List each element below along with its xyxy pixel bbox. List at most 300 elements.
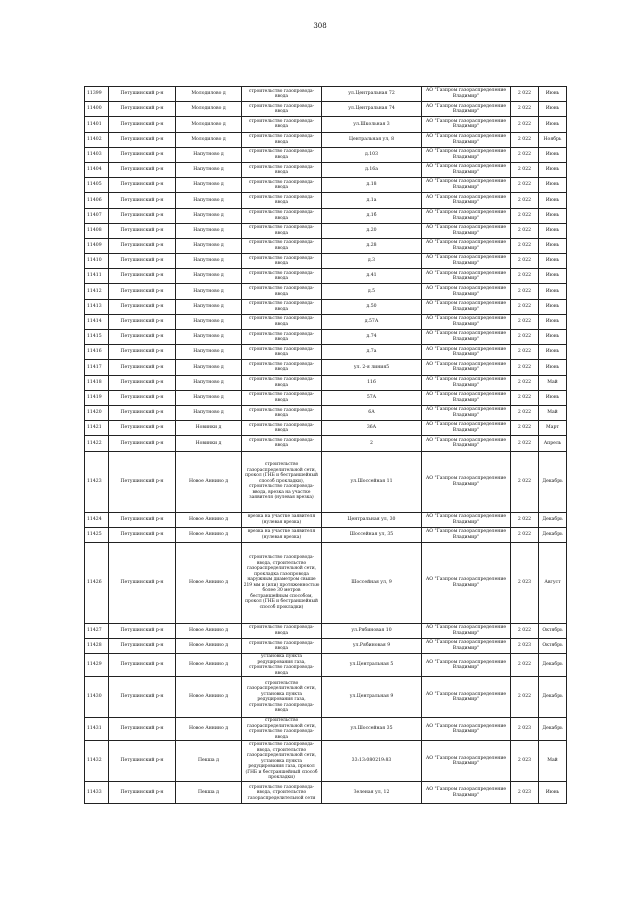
row-number: 11420 (85, 405, 109, 420)
row-number: 11425 (85, 527, 109, 542)
year-cell: 2 022 (511, 451, 539, 512)
work-type-cell: строительство газопровода-ввода (242, 269, 322, 284)
operator-cell: АО "Газпром газораспределение Владимир" (422, 360, 511, 375)
year-cell: 2 022 (511, 132, 539, 147)
settlement-cell: Напутново д (176, 208, 242, 223)
row-number: 11414 (85, 314, 109, 329)
page-number: 308 (313, 22, 327, 30)
records-table (84, 86, 567, 804)
year-cell: 2 022 (511, 654, 539, 677)
operator-cell: АО "Газпром газораспределение Владимир" (422, 677, 511, 718)
row-number: 11426 (85, 542, 109, 623)
table-row (85, 375, 567, 390)
month-cell: Июнь (539, 254, 567, 269)
district-cell: Петушинский р-н (109, 512, 176, 527)
address-cell: Центральная ул, 30 (322, 512, 422, 527)
table-row (85, 451, 567, 512)
operator-cell: АО "Газпром газораспределение Владимир" (422, 390, 511, 405)
month-cell: Октябрь (539, 623, 567, 638)
month-cell: Май (539, 375, 567, 390)
table-row (85, 512, 567, 527)
settlement-cell: Напутново д (176, 162, 242, 177)
table-row (85, 741, 567, 782)
work-type-cell: строительство газопровода-ввода (242, 117, 322, 132)
district-cell: Петушинский р-н (109, 542, 176, 623)
operator-cell: АО "Газпром газораспределение Владимир" (422, 162, 511, 177)
year-cell: 2 022 (511, 284, 539, 299)
district-cell: Петушинский р-н (109, 299, 176, 314)
district-cell: Петушинский р-н (109, 390, 176, 405)
table-row (85, 102, 567, 117)
district-cell: Петушинский р-н (109, 623, 176, 638)
settlement-cell: Новое Аннино д (176, 718, 242, 741)
address-cell: ул.Рябиновая 10 (322, 623, 422, 638)
operator-cell: АО "Газпром газораспределение Владимир" (422, 421, 511, 436)
row-number: 11412 (85, 284, 109, 299)
district-cell: Петушинский р-н (109, 87, 176, 102)
district-cell: Петушинский р-н (109, 102, 176, 117)
row-number: 11418 (85, 375, 109, 390)
district-cell: Петушинский р-н (109, 132, 176, 147)
work-type-cell: установка пункта редуцирования газа, строительство газопровода-ввода (242, 654, 322, 677)
district-cell: Петушинский р-н (109, 284, 176, 299)
month-cell: Июнь (539, 102, 567, 117)
year-cell: 2 022 (511, 421, 539, 436)
district-cell: Петушинский р-н (109, 639, 176, 654)
table-row (85, 284, 567, 299)
month-cell: Июнь (539, 330, 567, 345)
work-type-cell: строительство газопровода-ввода (242, 238, 322, 253)
settlement-cell: Молодилово д (176, 102, 242, 117)
work-type-cell: строительство газопровода-ввода (242, 314, 322, 329)
district-cell: Петушинский р-н (109, 162, 176, 177)
month-cell: Декабрь (539, 718, 567, 741)
work-type-cell: строительство газопровода-ввода (242, 360, 322, 375)
work-type-cell: строительство газопровода-ввода (242, 147, 322, 162)
district-cell: Петушинский р-н (109, 345, 176, 360)
year-cell: 2 022 (511, 512, 539, 527)
month-cell: Июнь (539, 314, 567, 329)
settlement-cell: Напутново д (176, 254, 242, 269)
settlement-cell: Новое Аннино д (176, 451, 242, 512)
month-cell: Декабрь (539, 677, 567, 718)
month-cell: Май (539, 405, 567, 420)
district-cell: Петушинский р-н (109, 193, 176, 208)
operator-cell: АО "Газпром газораспределение Владимир" (422, 238, 511, 253)
settlement-cell: Новинки д (176, 421, 242, 436)
settlement-cell: Напутново д (176, 193, 242, 208)
month-cell: Апрель (539, 436, 567, 451)
settlement-cell: Новое Аннино д (176, 542, 242, 623)
row-number: 11423 (85, 451, 109, 512)
settlement-cell: Молодилово д (176, 87, 242, 102)
row-number: 11428 (85, 639, 109, 654)
settlement-cell: Напутново д (176, 178, 242, 193)
operator-cell: АО "Газпром газораспределение Владимир" (422, 314, 511, 329)
table-row (85, 223, 567, 238)
year-cell: 2 022 (511, 178, 539, 193)
month-cell: Июнь (539, 162, 567, 177)
table-row (85, 718, 567, 741)
work-type-cell: строительство газопровода-ввода (242, 623, 322, 638)
work-type-cell: строительство газопровода-ввода (242, 345, 322, 360)
month-cell: Июнь (539, 147, 567, 162)
year-cell: 2 022 (511, 223, 539, 238)
operator-cell: АО "Газпром газораспределение Владимир" (422, 451, 511, 512)
work-type-cell: строительство газопровода-ввода (242, 436, 322, 451)
table-row (85, 436, 567, 451)
address-cell: 33:13:080219:83 (322, 741, 422, 782)
settlement-cell: Новое Аннино д (176, 677, 242, 718)
operator-cell: АО "Газпром газораспределение Владимир" (422, 269, 511, 284)
settlement-cell: Напутново д (176, 345, 242, 360)
operator-cell: АО "Газпром газораспределение Владимир" (422, 436, 511, 451)
operator-cell: АО "Газпром газораспределение Владимир" (422, 375, 511, 390)
row-number: 11410 (85, 254, 109, 269)
address-cell: Шоссейная ул, 9 (322, 542, 422, 623)
settlement-cell: Новое Аннино д (176, 654, 242, 677)
operator-cell: АО "Газпром газораспределение Владимир" (422, 330, 511, 345)
address-cell: д.1а (322, 193, 422, 208)
operator-cell: АО "Газпром газораспределение Владимир" (422, 299, 511, 314)
settlement-cell: Напутново д (176, 238, 242, 253)
settlement-cell: Напутново д (176, 269, 242, 284)
address-cell: ул.Центральная 74 (322, 102, 422, 117)
year-cell: 2 022 (511, 162, 539, 177)
work-type-cell: строительство газопровода-ввода (242, 178, 322, 193)
work-type-cell: врезка на участке заявителя (нулевая врезка) (242, 512, 322, 527)
work-type-cell: строительство газопровода-ввода (242, 330, 322, 345)
district-cell: Петушинский р-н (109, 405, 176, 420)
district-cell: Петушинский р-н (109, 375, 176, 390)
operator-cell: АО "Газпром газораспределение Владимир" (422, 208, 511, 223)
operator-cell: АО "Газпром газораспределение Владимир" (422, 782, 511, 804)
address-cell: д.3 (322, 254, 422, 269)
month-cell: Ноябрь (539, 132, 567, 147)
month-cell: Июнь (539, 117, 567, 132)
year-cell: 2 022 (511, 299, 539, 314)
table-row (85, 132, 567, 147)
row-number: 11403 (85, 147, 109, 162)
row-number: 11431 (85, 718, 109, 741)
year-cell: 2 022 (511, 390, 539, 405)
month-cell: Июнь (539, 87, 567, 102)
operator-cell: АО "Газпром газораспределение Владимир" (422, 718, 511, 741)
year-cell: 2 022 (511, 102, 539, 117)
address-cell: Шоссейная ул, 35 (322, 527, 422, 542)
row-number: 11433 (85, 782, 109, 804)
row-number: 11409 (85, 238, 109, 253)
year-cell: 2 022 (511, 87, 539, 102)
month-cell: Октябрь (539, 639, 567, 654)
year-cell: 2 022 (511, 254, 539, 269)
month-cell: Июнь (539, 284, 567, 299)
year-cell: 2 022 (511, 147, 539, 162)
settlement-cell: Молодилово д (176, 117, 242, 132)
address-cell: Зеленая ул, 12 (322, 782, 422, 804)
row-number: 11430 (85, 677, 109, 718)
district-cell: Петушинский р-н (109, 451, 176, 512)
settlement-cell: Напутново д (176, 284, 242, 299)
month-cell: Июнь (539, 208, 567, 223)
operator-cell: АО "Газпром газораспределение Владимир" (422, 147, 511, 162)
row-number: 11400 (85, 102, 109, 117)
settlement-cell: Пекша д (176, 741, 242, 782)
table-row (85, 654, 567, 677)
district-cell: Петушинский р-н (109, 147, 176, 162)
address-cell: ул. 2-я линия5 (322, 360, 422, 375)
operator-cell: АО "Газпром газораспределение Владимир" (422, 254, 511, 269)
district-cell: Петушинский р-н (109, 741, 176, 782)
work-type-cell: строительство газопровода-ввода (242, 405, 322, 420)
operator-cell: АО "Газпром газораспределение Владимир" (422, 405, 511, 420)
year-cell: 2 022 (511, 436, 539, 451)
year-cell: 2 022 (511, 345, 539, 360)
year-cell: 2 022 (511, 623, 539, 638)
row-number: 11399 (85, 87, 109, 102)
district-cell: Петушинский р-н (109, 436, 176, 451)
settlement-cell: Напутново д (176, 405, 242, 420)
district-cell: Петушинский р-н (109, 718, 176, 741)
month-cell: Май (539, 741, 567, 782)
district-cell: Петушинский р-н (109, 117, 176, 132)
year-cell: 2 022 (511, 677, 539, 718)
row-number: 11424 (85, 512, 109, 527)
settlement-cell: Молодилово д (176, 132, 242, 147)
operator-cell: АО "Газпром газораспределение Владимир" (422, 542, 511, 623)
settlement-cell: Напутново д (176, 223, 242, 238)
month-cell: Июнь (539, 390, 567, 405)
address-cell: д.28 (322, 238, 422, 253)
table-row (85, 314, 567, 329)
month-cell: Декабрь (539, 527, 567, 542)
table-row (85, 238, 567, 253)
work-type-cell: строительство газопровода-ввода (242, 102, 322, 117)
work-type-cell: строительство газопровода-ввода (242, 208, 322, 223)
operator-cell: АО "Газпром газораспределение Владимир" (422, 527, 511, 542)
row-number: 11402 (85, 132, 109, 147)
settlement-cell: Новое Аннино д (176, 639, 242, 654)
address-cell: д.20 (322, 223, 422, 238)
row-number: 11417 (85, 360, 109, 375)
work-type-cell: строительство газопровода-ввода (242, 284, 322, 299)
settlement-cell: Новое Аннино д (176, 527, 242, 542)
settlement-cell: Пекша д (176, 782, 242, 804)
year-cell: 2 022 (511, 269, 539, 284)
table-row (85, 421, 567, 436)
district-cell: Петушинский р-н (109, 208, 176, 223)
month-cell: Декабрь (539, 654, 567, 677)
district-cell: Петушинский р-н (109, 782, 176, 804)
address-cell: Центральная ул, 8 (322, 132, 422, 147)
work-type-cell: строительство газопровода-ввода (242, 132, 322, 147)
row-number: 11432 (85, 741, 109, 782)
month-cell: Август (539, 542, 567, 623)
row-number: 11415 (85, 330, 109, 345)
year-cell: 2 022 (511, 193, 539, 208)
work-type-cell: врезка на участке заявителя (нулевая врезка) (242, 527, 322, 542)
address-cell: д.57А (322, 314, 422, 329)
table-row (85, 405, 567, 420)
table-row (85, 162, 567, 177)
work-type-cell: строительство газопровода-ввода (242, 639, 322, 654)
work-type-cell: строительство газопровода-ввода (242, 193, 322, 208)
month-cell: Июнь (539, 299, 567, 314)
district-cell: Петушинский р-н (109, 677, 176, 718)
district-cell: Петушинский р-н (109, 178, 176, 193)
address-cell: ул.Рябиновая 9 (322, 639, 422, 654)
row-number: 11421 (85, 421, 109, 436)
month-cell: Июнь (539, 782, 567, 804)
work-type-cell: строительство газораспределительной сети, строительство газопровода-ввода (242, 718, 322, 741)
month-cell: Июнь (539, 178, 567, 193)
year-cell: 2 022 (511, 527, 539, 542)
address-cell: 116 (322, 375, 422, 390)
address-cell: д.7а (322, 345, 422, 360)
year-cell: 2 023 (511, 718, 539, 741)
operator-cell: АО "Газпром газораспределение Владимир" (422, 178, 511, 193)
operator-cell: АО "Газпром газораспределение Владимир" (422, 639, 511, 654)
table-row (85, 254, 567, 269)
year-cell: 2 022 (511, 375, 539, 390)
month-cell: Июнь (539, 223, 567, 238)
table-row (85, 193, 567, 208)
table-row (85, 87, 567, 102)
month-cell: Декабрь (539, 451, 567, 512)
address-cell: 36А (322, 421, 422, 436)
year-cell: 2 023 (511, 639, 539, 654)
operator-cell: АО "Газпром газораспределение Владимир" (422, 117, 511, 132)
settlement-cell: Напутново д (176, 147, 242, 162)
work-type-cell: строительство газопровода-ввода (242, 390, 322, 405)
row-number: 11401 (85, 117, 109, 132)
address-cell: д.1б (322, 208, 422, 223)
work-type-cell: строительство газопровода-ввода (242, 162, 322, 177)
row-number: 11413 (85, 299, 109, 314)
operator-cell: АО "Газпром газораспределение Владимир" (422, 284, 511, 299)
month-cell: Июнь (539, 360, 567, 375)
address-cell: д.5 (322, 284, 422, 299)
settlement-cell: Напутново д (176, 299, 242, 314)
address-cell: д.50 (322, 299, 422, 314)
settlement-cell: Новое Аннино д (176, 512, 242, 527)
work-type-cell: строительство газопровода-ввода (242, 223, 322, 238)
table-row (85, 360, 567, 375)
row-number: 11422 (85, 436, 109, 451)
month-cell: Июнь (539, 269, 567, 284)
address-cell: ул.Школьная 3 (322, 117, 422, 132)
year-cell: 2 022 (511, 238, 539, 253)
operator-cell: АО "Газпром газораспределение Владимир" (422, 345, 511, 360)
table-row (85, 117, 567, 132)
district-cell: Петушинский р-н (109, 527, 176, 542)
work-type-cell: строительство газопровода-ввода, строительство газораспределительной сети, установка пункта редуцирования газа, прокол (ГНБ и бестраншейный способ прокладки) (242, 741, 322, 782)
year-cell: 2 023 (511, 542, 539, 623)
address-cell: д.16а (322, 162, 422, 177)
district-cell: Петушинский р-н (109, 654, 176, 677)
address-cell: ул.Центральная 72 (322, 87, 422, 102)
year-cell: 2 022 (511, 208, 539, 223)
address-cell: ул.Шоссейная 11 (322, 451, 422, 512)
settlement-cell: Напутново д (176, 330, 242, 345)
row-number: 11406 (85, 193, 109, 208)
address-cell: д.18 (322, 178, 422, 193)
work-type-cell: строительство газопровода-ввода (242, 299, 322, 314)
table-row (85, 208, 567, 223)
table-row (85, 677, 567, 718)
address-cell: ул.Центральная 9 (322, 677, 422, 718)
operator-cell: АО "Газпром газораспределение Владимир" (422, 132, 511, 147)
operator-cell: АО "Газпром газораспределение Владимир" (422, 654, 511, 677)
district-cell: Петушинский р-н (109, 223, 176, 238)
month-cell: Июнь (539, 238, 567, 253)
settlement-cell: Напутново д (176, 375, 242, 390)
month-cell: Июнь (539, 193, 567, 208)
row-number: 11407 (85, 208, 109, 223)
work-type-cell: строительство газопровода-ввода (242, 375, 322, 390)
table-row (85, 330, 567, 345)
work-type-cell: строительство газопровода-ввода (242, 87, 322, 102)
table-row (85, 542, 567, 623)
row-number: 11429 (85, 654, 109, 677)
address-cell: ул.Центральная 5 (322, 654, 422, 677)
year-cell: 2 022 (511, 360, 539, 375)
year-cell: 2 022 (511, 405, 539, 420)
address-cell: 6А (322, 405, 422, 420)
row-number: 11405 (85, 178, 109, 193)
operator-cell: АО "Газпром газораспределение Владимир" (422, 87, 511, 102)
row-number: 11411 (85, 269, 109, 284)
row-number: 11427 (85, 623, 109, 638)
table-row (85, 178, 567, 193)
operator-cell: АО "Газпром газораспределение Владимир" (422, 512, 511, 527)
settlement-cell: Напутново д (176, 314, 242, 329)
address-cell: ул.Шоссейная 35 (322, 718, 422, 741)
year-cell: 2 022 (511, 330, 539, 345)
year-cell: 2 022 (511, 314, 539, 329)
district-cell: Петушинский р-н (109, 254, 176, 269)
work-type-cell: строительство газопровода-ввода (242, 254, 322, 269)
operator-cell: АО "Газпром газораспределение Владимир" (422, 741, 511, 782)
table-row (85, 147, 567, 162)
district-cell: Петушинский р-н (109, 238, 176, 253)
address-cell: 57А (322, 390, 422, 405)
table-row (85, 527, 567, 542)
table-row (85, 345, 567, 360)
table-row (85, 299, 567, 314)
work-type-cell: строительство газораспределительной сети, установка пункта редуцирования газа, строительство газопровода-ввода (242, 677, 322, 718)
work-type-cell: строительство газопровода-ввода (242, 421, 322, 436)
month-cell: Июнь (539, 345, 567, 360)
work-type-cell: строительство газораспределительной сети, прокол (ГНБ и бестраншейный способ прокладки), строительство газопровода-ввода, врезка на участке заявителя (нулевая врезка) (242, 451, 322, 512)
district-cell: Петушинский р-н (109, 314, 176, 329)
operator-cell: АО "Газпром газораспределение Владимир" (422, 623, 511, 638)
settlement-cell: Напутново д (176, 390, 242, 405)
settlement-cell: Напутново д (176, 360, 242, 375)
district-cell: Петушинский р-н (109, 269, 176, 284)
address-cell: д.74 (322, 330, 422, 345)
address-cell: д.41 (322, 269, 422, 284)
month-cell: Март (539, 421, 567, 436)
table-row (85, 390, 567, 405)
table-row (85, 639, 567, 654)
year-cell: 2 023 (511, 782, 539, 804)
address-cell: д.103 (322, 147, 422, 162)
row-number: 11404 (85, 162, 109, 177)
address-cell: 2 (322, 436, 422, 451)
year-cell: 2 023 (511, 741, 539, 782)
year-cell: 2 022 (511, 117, 539, 132)
